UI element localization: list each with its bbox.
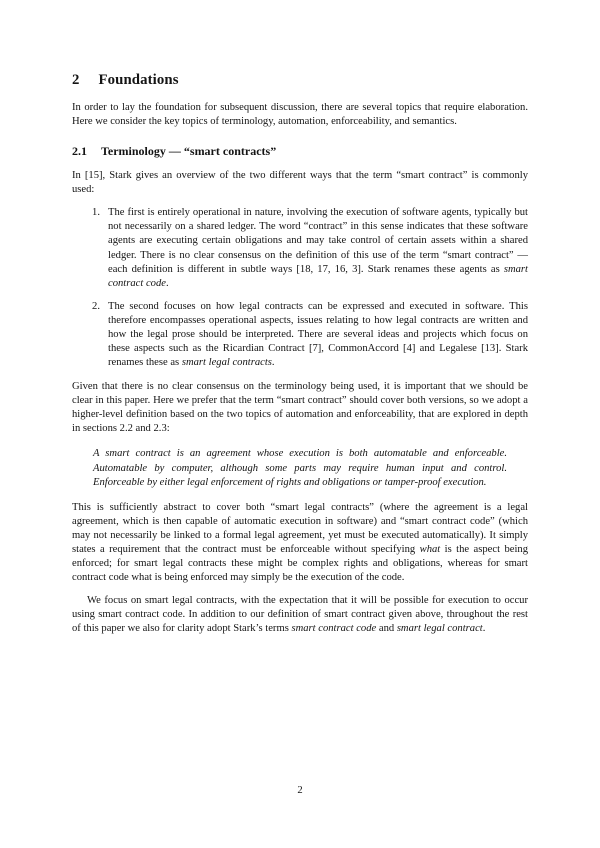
list-item-number: 1. xyxy=(92,207,100,219)
subsection-title: Terminology — “smart contracts” xyxy=(101,144,277,159)
paragraph-terminology-intro: In [15], Stark gives an overview of the two different ways that the term “smart contract” is commonly used: xyxy=(72,170,528,196)
list-item-tail: . xyxy=(271,357,275,369)
list-item xyxy=(72,206,528,290)
list-item-tail: . xyxy=(165,277,169,289)
closing-text: and xyxy=(376,623,397,635)
subsection-heading xyxy=(72,144,528,159)
closing-text: We focus on smart legal contracts, with the expectation that it will be possible for execution to occur using smart contract code. In addition to our definition of smart contract given above, throughout the rest of this paper we also for clarity adopt Stark’s terms xyxy=(72,595,528,635)
paragraph-definition-intro: Given that there is no clear consensus on the terminology being used, it is important that we should be clear in this paper. Here we prefer that the term “smart contract” should cover both versions, so we adopt a higher-level definition based on the two topics of automation and enforceability, that are explored in depth in sections 2.2 and 2.3: xyxy=(72,381,528,435)
paragraph-closing xyxy=(72,594,528,636)
paragraph-foundations-intro: In order to lay the foundation for subsequent discussion, there are several topics that require elaboration. Here we consider the key topics of terminology, automation, enforceability, and semantics. xyxy=(72,102,528,128)
page-number: 2 xyxy=(297,785,303,796)
list-item-number: 2. xyxy=(92,300,100,312)
subsection-number: 2.1 xyxy=(72,144,87,159)
section-number: 2 xyxy=(72,72,80,88)
emphasis-term: what xyxy=(419,543,441,555)
emphasis-term: smart legal contract xyxy=(396,623,483,635)
list-item-text xyxy=(108,300,528,370)
list-item-body: The second focuses on how legal contracts can be expressed and executed in software. This therefore encompasses operational aspects, issues relating to how legal contracts are written and how the legal prose should be interpreted. There are several ideas and projects which focus on these aspects such as the Ricardian Contract [7], CommonAccord [4] and Legalese [13]. Stark renames these as xyxy=(108,300,528,369)
page-content xyxy=(72,72,528,645)
definition-quote: A smart contract is an agreement whose execution is both automatable and enforceable. Automatable by computer, although some parts may require human input and control. Enforceable by either legal enforcement of rights and obligations or tamper-proof execution. xyxy=(93,448,507,488)
discussion-text: This is sufficiently abstract to cover both “smart legal contracts” (where the agreement is a legal agreement, which is then capable of automatic execution in software) and “smart contract code” (which may not necessarily be linked to a formal legal agreement, yet must be executed automatically). It simply states a requirement that the contract must be enforceable without specifying xyxy=(72,501,528,555)
list-item-body: The first is entirely operational in nature, involving the execution of software agents, typically but not necessarily on a shared ledger. The word “contract” in this sense indicates that these software agents are executing certain obligations and may take control of certain assets within a shared ledger. There is no clear consensus on the definition of this use of the term “smart contract” — each definition is different in subtle ways [18, 17, 16, 3]. Stark renames these agents as xyxy=(108,207,528,275)
list-item-text xyxy=(108,206,528,290)
section-heading xyxy=(72,72,528,89)
emphasis-term: smart contract code xyxy=(291,623,377,635)
discussion-text: is the aspect being enforced; for smart legal contracts these might be complex rights and obligations, whereas for smart contract code what is being enforced may simply be the execution of the code. xyxy=(72,543,528,584)
section-title: Foundations xyxy=(98,72,179,88)
closing-text: . xyxy=(482,623,486,635)
paragraph-discussion xyxy=(72,501,528,585)
emphasis-term: smart contract code xyxy=(108,263,528,289)
list-item xyxy=(72,300,528,370)
emphasis-term: smart legal contracts xyxy=(181,357,272,369)
enumerated-list xyxy=(72,206,528,370)
